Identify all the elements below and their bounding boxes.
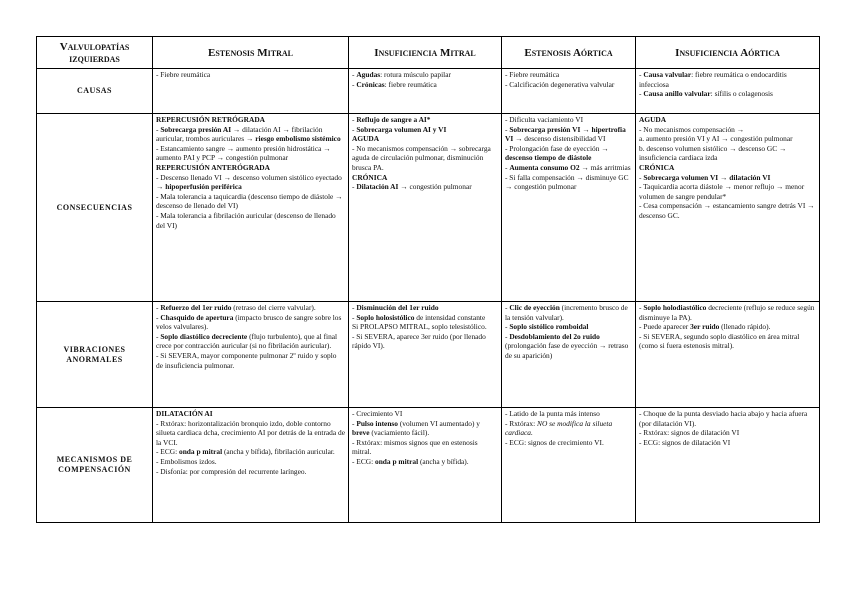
row-vibraciones-anormales (37, 302, 820, 408)
text-run: 3er ruido (690, 322, 720, 332)
cell-line (352, 322, 498, 332)
cell (153, 408, 349, 523)
text-run: - (352, 418, 357, 428)
text-run: - (352, 182, 357, 192)
cell-line (639, 201, 816, 220)
row-mecanismos-compensacion (37, 408, 820, 523)
cell-line (156, 70, 345, 80)
text-run: REPERCUSIÓN ANTERÓGRADA (156, 162, 270, 172)
cell-line (352, 173, 498, 183)
text-run: Si PROLAPSO MITRAL, soplo telesistólico. (352, 322, 487, 332)
text-run: riesgo embolismo sistémico (255, 134, 341, 144)
corner-header: Valvulopatías izquierdas (37, 37, 153, 69)
text-run: Aumenta consumo O2 (509, 162, 580, 172)
cell-line (639, 409, 816, 428)
text-run: Soplo holosistólico (356, 312, 415, 322)
text-run: (vaciamiento fácil). (369, 428, 430, 438)
text-run: → dilatación AI → fibrilación auricular, trombos auriculares → (156, 124, 323, 144)
column-header-insuficiencia-mitral: Insuficiencia Mitral (349, 37, 502, 69)
cell-line (156, 467, 345, 477)
text-run: Agudas (356, 70, 381, 79)
cell (349, 114, 502, 302)
text-run: - Dificulta vaciamiento VI (505, 115, 584, 124)
text-run: Desdoblamiento del 2o ruido (509, 331, 600, 341)
document-page (36, 36, 820, 523)
cell-line (639, 182, 816, 201)
text-run: - Si falla compensación → disminuye GC → congestión pulmonar (505, 172, 629, 192)
text-run: - (639, 303, 644, 312)
cell (349, 408, 502, 523)
text-run: (ancha y bífida), fibrilación auricular. (222, 447, 335, 457)
text-run: - (352, 124, 357, 134)
text-run: - Rxtórax: (505, 418, 538, 428)
text-run: Causa anillo valvular (643, 89, 711, 99)
cell-line (639, 125, 816, 135)
text-run: DILATACIÓN AI (156, 409, 213, 418)
text-run: (prolongación fase de eyección → retraso de su aparición) (505, 341, 629, 360)
text-run: - (352, 312, 357, 322)
text-run: - Embolismos izdos. (156, 456, 217, 466)
text-run: - (352, 79, 357, 89)
cell-line (156, 351, 345, 370)
cell-line (505, 115, 632, 125)
row-label-consecuencias: CONSECUENCIAS (37, 114, 153, 302)
text-run: Soplo holodiastólico (643, 303, 707, 312)
text-run: - Si SEVERA, mayor componente pulmonar 2º ruido y soplo de insuficiencia pulmonar. (156, 350, 337, 370)
text-run: hipoperfusión periférica (165, 182, 242, 192)
cell-line (639, 303, 816, 322)
cell-line (639, 173, 816, 183)
text-run: hipertrofia VI (505, 124, 626, 144)
text-run: (volumen VI aumentado) y (398, 418, 480, 428)
text-run: - (156, 331, 161, 341)
text-run: : fiebre reumática (384, 79, 437, 89)
cell-line (352, 144, 498, 173)
text-run: - (505, 124, 510, 134)
cell-line (505, 438, 632, 448)
cell (349, 69, 502, 114)
text-run: Causa valvular (643, 70, 692, 79)
text-run: REPERCUSIÓN RETRÓGRADA (156, 115, 266, 124)
cell-line (352, 313, 498, 323)
cell-line (639, 115, 816, 125)
cell-line (156, 447, 345, 457)
text-run: → (718, 172, 730, 182)
cell-line (352, 409, 498, 419)
text-run: - Rxtórax: mismos signos que en estenosis mitral. (352, 437, 478, 457)
cell-line (639, 438, 816, 448)
text-run: - Taquicardia acorta diástole → menor reflujo → menor volumen de sangre pendular* (639, 182, 805, 201)
row-label-vibraciones: VIBRACIONES ANORMALES (37, 302, 153, 408)
text-run: → más arritmias (579, 162, 631, 172)
text-run: Refuerzo del 1er ruido (160, 303, 232, 312)
cell-line (639, 89, 816, 99)
text-run: Disminución del 1er ruido (356, 303, 439, 312)
column-header-insuficiencia-aortica: Insuficiencia Aórtica (636, 37, 820, 69)
text-run: (ancha y bífida). (418, 456, 469, 466)
text-run: Dilatación AI (356, 182, 399, 192)
cell (636, 114, 820, 302)
text-run: onda p mitral (179, 447, 223, 457)
cell (502, 114, 636, 302)
cell (153, 302, 349, 408)
text-run: (incremento brusco de la tensión valvular). (505, 303, 628, 322)
cell-line (639, 163, 816, 173)
cell-line (505, 70, 632, 80)
text-run: - (639, 89, 644, 99)
text-run: Soplo diastólico decreciente (160, 331, 248, 341)
text-run: Chasquido de apertura (160, 312, 234, 322)
text-run: - ECG: signos de dilatación VI (639, 437, 731, 447)
cell-line (156, 173, 345, 192)
cell (636, 408, 820, 523)
text-run: b. descenso volumen sistólico → descenso GC → insuficiencia cardiaca izda (639, 143, 787, 163)
text-run: - (505, 331, 510, 341)
cell-line (156, 332, 345, 351)
cell (502, 302, 636, 408)
cell-line (156, 125, 345, 144)
cell-line (156, 144, 345, 163)
text-run: - Fiebre reumática (156, 70, 211, 79)
text-run: - Choque de la punta desviado hacia abajo y hacia afuera (por dilatación VI). (639, 409, 808, 428)
cell-line (639, 70, 816, 89)
cell-line (352, 303, 498, 313)
text-run: - (156, 303, 161, 312)
cell-line (156, 163, 345, 173)
column-header-estenosis-aortica: Estenosis Aórtica (502, 37, 636, 69)
text-run: - Mala tolerancia a fibrilación auricular (descenso de llenado del VI) (156, 210, 336, 230)
cell-line (156, 211, 345, 230)
valvulopathy-table (36, 36, 820, 523)
cell-line (156, 303, 345, 313)
cell-line (505, 409, 632, 419)
text-run: Sobrecarga volumen AI y VI (356, 124, 447, 134)
cell-line (352, 419, 498, 438)
text-run: Clic de eyección (509, 303, 560, 312)
text-run: - Si SEVERA, segundo soplo diastólico en área mitral (como si fuera estenosis mitral). (639, 331, 800, 351)
text-run: Sobrecarga presión AI (160, 124, 232, 134)
cell (153, 114, 349, 302)
text-run: Soplo sistólico romboidal (509, 322, 589, 332)
text-run: - Crecimiento VI (352, 409, 403, 418)
text-run: - Disfonía: por compresión del recurrente laríngeo. (156, 466, 307, 476)
cell (502, 408, 636, 523)
text-run: - Puede aparecer (639, 322, 691, 332)
text-run: CRÓNICA (352, 172, 388, 182)
cell-line (352, 80, 498, 90)
cell (153, 69, 349, 114)
text-run: - Mala tolerancia a taquicardia (descenso tiempo de diástole → descenso de llenado del VI) (156, 191, 343, 211)
cell-line (505, 144, 632, 163)
text-run: - (352, 70, 357, 79)
cell-line (352, 115, 498, 125)
text-run: - (505, 303, 510, 312)
cell-line (639, 332, 816, 351)
text-run: : fiebre reumática o endocarditis infecciosa (639, 70, 787, 89)
text-run: - Si SEVERA, aparece 3er ruido (por llenado rápido VI). (352, 331, 486, 351)
cell-line (505, 419, 632, 438)
cell-line (505, 80, 632, 90)
cell (636, 69, 820, 114)
text-run: - Prolongación fase de eyección → (505, 143, 609, 153)
cell-line (352, 438, 498, 457)
row-label-causas: CAUSAS (37, 69, 153, 114)
cell-line (505, 332, 632, 361)
text-run: - (352, 303, 357, 312)
text-run: - Rxtórax: horizontalización bronquio izdo, doble contorno silueta cardiaca dcha, crecimiento AI por detrás de la entrada de la VCI. (156, 418, 345, 447)
cell (502, 69, 636, 114)
text-run: - (505, 162, 510, 172)
text-run: AGUDA (352, 134, 380, 144)
text-run: - ECG: (352, 456, 375, 466)
cell (636, 302, 820, 408)
text-run: (llenado rápido). (719, 322, 771, 332)
text-run: - Fiebre reumática (505, 70, 560, 79)
text-run: - (156, 124, 161, 134)
text-run: - Estancamiento sangre → aumento presión hidrostática → aumento PAI y PCP → congestión pulmonar (156, 143, 331, 163)
column-header-estenosis-mitral: Estenosis Mitral (153, 37, 349, 69)
text-run: a. aumento presión VI y AI → congestión pulmonar (639, 134, 793, 144)
text-run: - (639, 172, 644, 182)
text-run: Sobrecarga volumen VI (643, 172, 719, 182)
text-run: (retraso del cierre valvular). (231, 303, 316, 312)
cell-line (156, 192, 345, 211)
cell-line (156, 313, 345, 332)
cell-line (505, 303, 632, 322)
cell-line (639, 322, 816, 332)
cell-line (505, 322, 632, 332)
text-run: onda p mitral (375, 456, 419, 466)
text-run: (flujo turbulento), que al final crece por contracción auricular (si no fibrilación auricular). (156, 331, 338, 351)
cell-line (156, 457, 345, 467)
cell-line (639, 428, 816, 438)
text-run: Pulso intenso (356, 418, 398, 428)
cell-line (352, 70, 498, 80)
text-run: - ECG: signos de crecimiento VI. (505, 437, 604, 447)
text-run: decreciente (reflujo se reduce según disminuye la PA). (639, 303, 815, 322)
cell-line (156, 115, 345, 125)
text-run: descenso tiempo de diástole (505, 153, 592, 163)
cell-line (352, 457, 498, 467)
text-run: - Rxtórax: signos de dilatación VI (639, 428, 740, 438)
cell-line (505, 173, 632, 192)
text-run: Sobrecarga presión VI (509, 124, 581, 134)
text-run: NO se modifica la silueta cardiaca. (505, 418, 613, 438)
text-run: - (156, 312, 161, 322)
text-run: - Cesa compensación → estancamiento sangre detrás VI → descenso GC. (639, 201, 815, 220)
cell-line (639, 144, 816, 163)
text-run: - (505, 322, 510, 332)
text-run: → congestión pulmonar (398, 182, 472, 192)
text-run: - Descenso llenado VI → descenso volumen sistólico eyectado → (156, 172, 342, 192)
cell-line (156, 419, 345, 448)
header-row (37, 37, 820, 69)
cell-line (156, 409, 345, 419)
text-run: AGUDA (639, 115, 667, 124)
text-run: - Calcificación degenerativa valvular (505, 79, 615, 89)
text-run: - No mecanismos compensación → (639, 124, 745, 134)
text-run: - (352, 115, 357, 124)
cell-line (352, 332, 498, 351)
text-run: Crónicas (356, 79, 385, 89)
text-run: breve (352, 428, 370, 438)
row-label-mecanismos: MECANISMOS DE COMPENSACIÓN (37, 408, 153, 523)
text-run: - Latido de la punta más intenso (505, 409, 600, 418)
cell-line (505, 125, 632, 144)
text-run: → (580, 124, 592, 134)
text-run: : rotura músculo papilar (380, 70, 451, 79)
row-causas (37, 69, 820, 114)
text-run: CRÓNICA (639, 162, 675, 172)
text-run: - ECG: (156, 447, 179, 457)
text-run: Reflujo de sangre a AI* (356, 115, 431, 124)
cell-line (352, 182, 498, 192)
row-consecuencias (37, 114, 820, 302)
cell (349, 302, 502, 408)
cell-line (352, 134, 498, 144)
text-run: (impacto brusco de sangre sobre los velos valvulares). (156, 312, 342, 332)
text-run: : sífilis o colagenosis (710, 89, 773, 99)
text-run: dilatación VI (729, 172, 771, 182)
cell-line (352, 125, 498, 135)
text-run: → descenso distensibilidad VI (513, 134, 606, 144)
cell-line (639, 134, 816, 144)
text-run: - No mecanismos compensación → sobrecarga aguda de circulación pulmonar, disminución brusca PA. (352, 143, 491, 172)
cell-line (505, 163, 632, 173)
text-run: de intensidad constante (414, 312, 486, 322)
text-run: - (639, 70, 644, 79)
